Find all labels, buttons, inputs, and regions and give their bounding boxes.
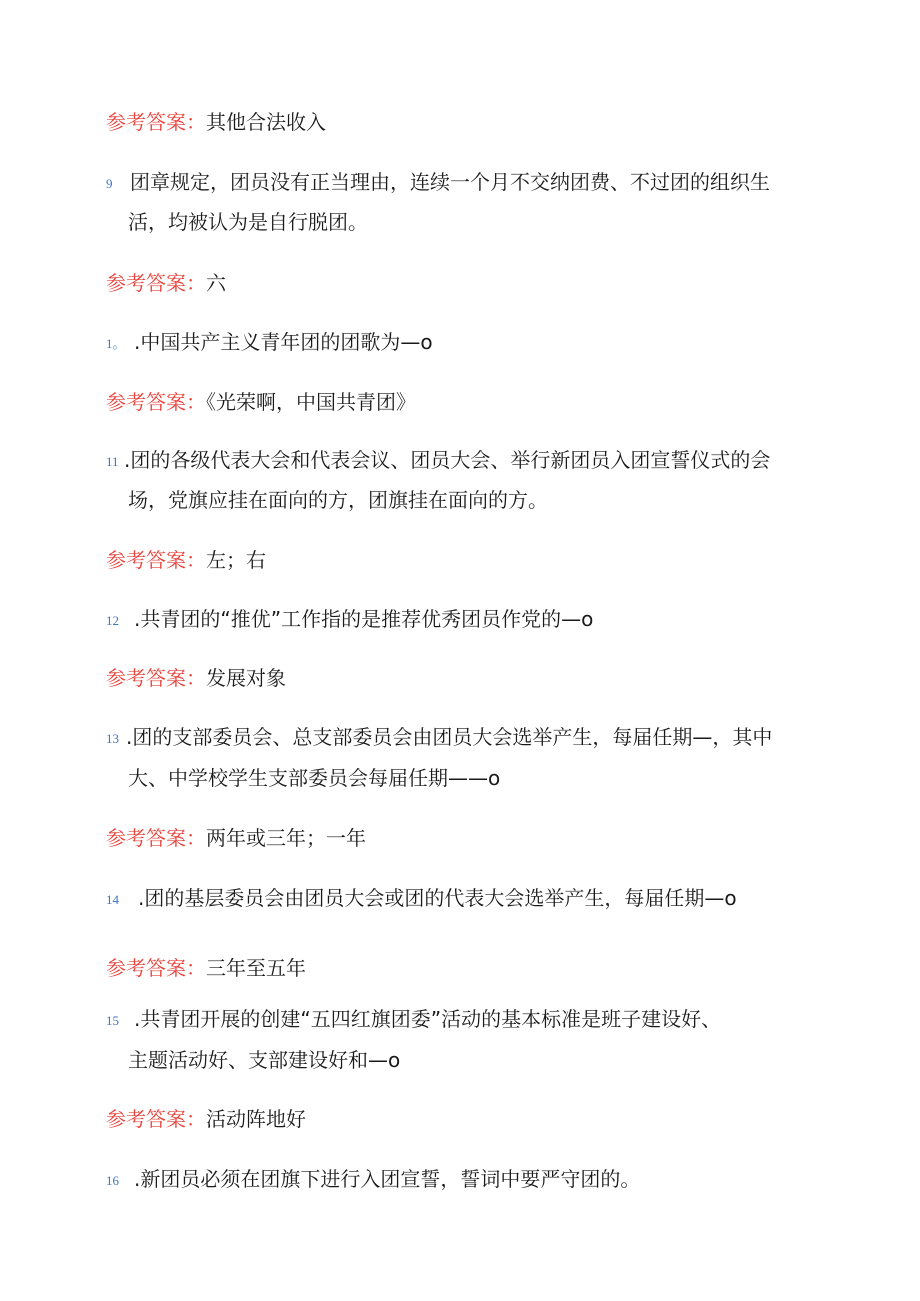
answer-text: 左；右 — [206, 548, 266, 572]
question-line-continued — [128, 208, 368, 236]
answer-text: 《光荣啊，中国共青团》 — [206, 390, 416, 414]
answer-line — [106, 824, 366, 852]
answer-label: 参考答案： — [106, 390, 206, 414]
question-line-continued — [128, 1046, 400, 1074]
question-line — [106, 884, 737, 914]
question-number: 13 — [106, 730, 119, 746]
question-number: 1。 — [106, 335, 126, 351]
answer-label: 参考答案： — [106, 271, 206, 295]
answer-line — [106, 269, 226, 297]
question-line — [106, 328, 433, 358]
question-text: 场，党旗应挂在面向的方，团旗挂在面向的方。 — [128, 488, 548, 512]
question-line-continued — [128, 486, 548, 514]
answer-label: 参考答案： — [106, 956, 206, 980]
answer-text: 发展对象 — [206, 666, 286, 690]
answer-line — [106, 1105, 306, 1133]
answer-label: 参考答案： — [106, 1107, 206, 1131]
answer-text: 六 — [206, 271, 226, 295]
answer-line — [106, 664, 286, 692]
question-text: .新团员必须在团旗下进行入团宣誓，誓词中要严守团的。 — [134, 1167, 641, 1191]
question-line — [106, 168, 770, 198]
question-text: 大、中学校学生支部委员会每届任期——o — [128, 766, 501, 790]
question-line — [106, 1005, 721, 1035]
question-line — [106, 605, 593, 635]
answer-text: 其他合法收入 — [206, 110, 326, 134]
answer-text: 三年至五年 — [206, 956, 306, 980]
question-text: .团的支部委员会、总支部委员会由团员大会选举产生，每届任期—，其中 — [126, 725, 773, 749]
question-number: 11 — [106, 453, 119, 469]
question-number: 14 — [106, 891, 119, 907]
answer-text: 两年或三年；一年 — [206, 826, 366, 850]
question-line — [106, 723, 772, 753]
question-text: .中国共产主义青年团的团歌为—o — [134, 330, 433, 354]
answer-label: 参考答案： — [106, 666, 206, 690]
question-text: .团的基层委员会由团员大会或团的代表大会选举产生，每届任期—o — [138, 886, 737, 910]
question-text: 主题活动好、支部建设好和—o — [128, 1048, 401, 1072]
answer-line — [106, 388, 416, 416]
question-number: 9 — [106, 175, 113, 191]
question-number: 12 — [106, 612, 119, 628]
question-line — [106, 1165, 640, 1195]
question-line — [106, 446, 770, 476]
question-line-continued — [128, 764, 500, 792]
answer-line — [106, 546, 266, 574]
answer-text: 活动阵地好 — [206, 1107, 306, 1131]
answer-line — [106, 954, 306, 982]
answer-label: 参考答案： — [106, 110, 206, 134]
question-text: .团的各级代表大会和代表会议、团员大会、举行新团员入团宣誓仪式的会 — [124, 448, 771, 472]
answer-label: 参考答案： — [106, 826, 206, 850]
answer-label: 参考答案： — [106, 548, 206, 572]
question-text: 活，均被认为是自行脱团。 — [128, 210, 368, 234]
question-number: 16 — [106, 1172, 119, 1188]
question-text: .共青团开展的创建“五四红旗团委”活动的基本标准是班子建设好、 — [134, 1007, 722, 1031]
question-text: 团章规定，团员没有正当理由，连续一个月不交纳团费、不过团的组织生 — [130, 170, 770, 194]
answer-line — [106, 108, 326, 136]
question-text: .共青团的“推优”工作指的是推荐优秀团员作党的—o — [134, 607, 594, 631]
question-number: 15 — [106, 1012, 119, 1028]
